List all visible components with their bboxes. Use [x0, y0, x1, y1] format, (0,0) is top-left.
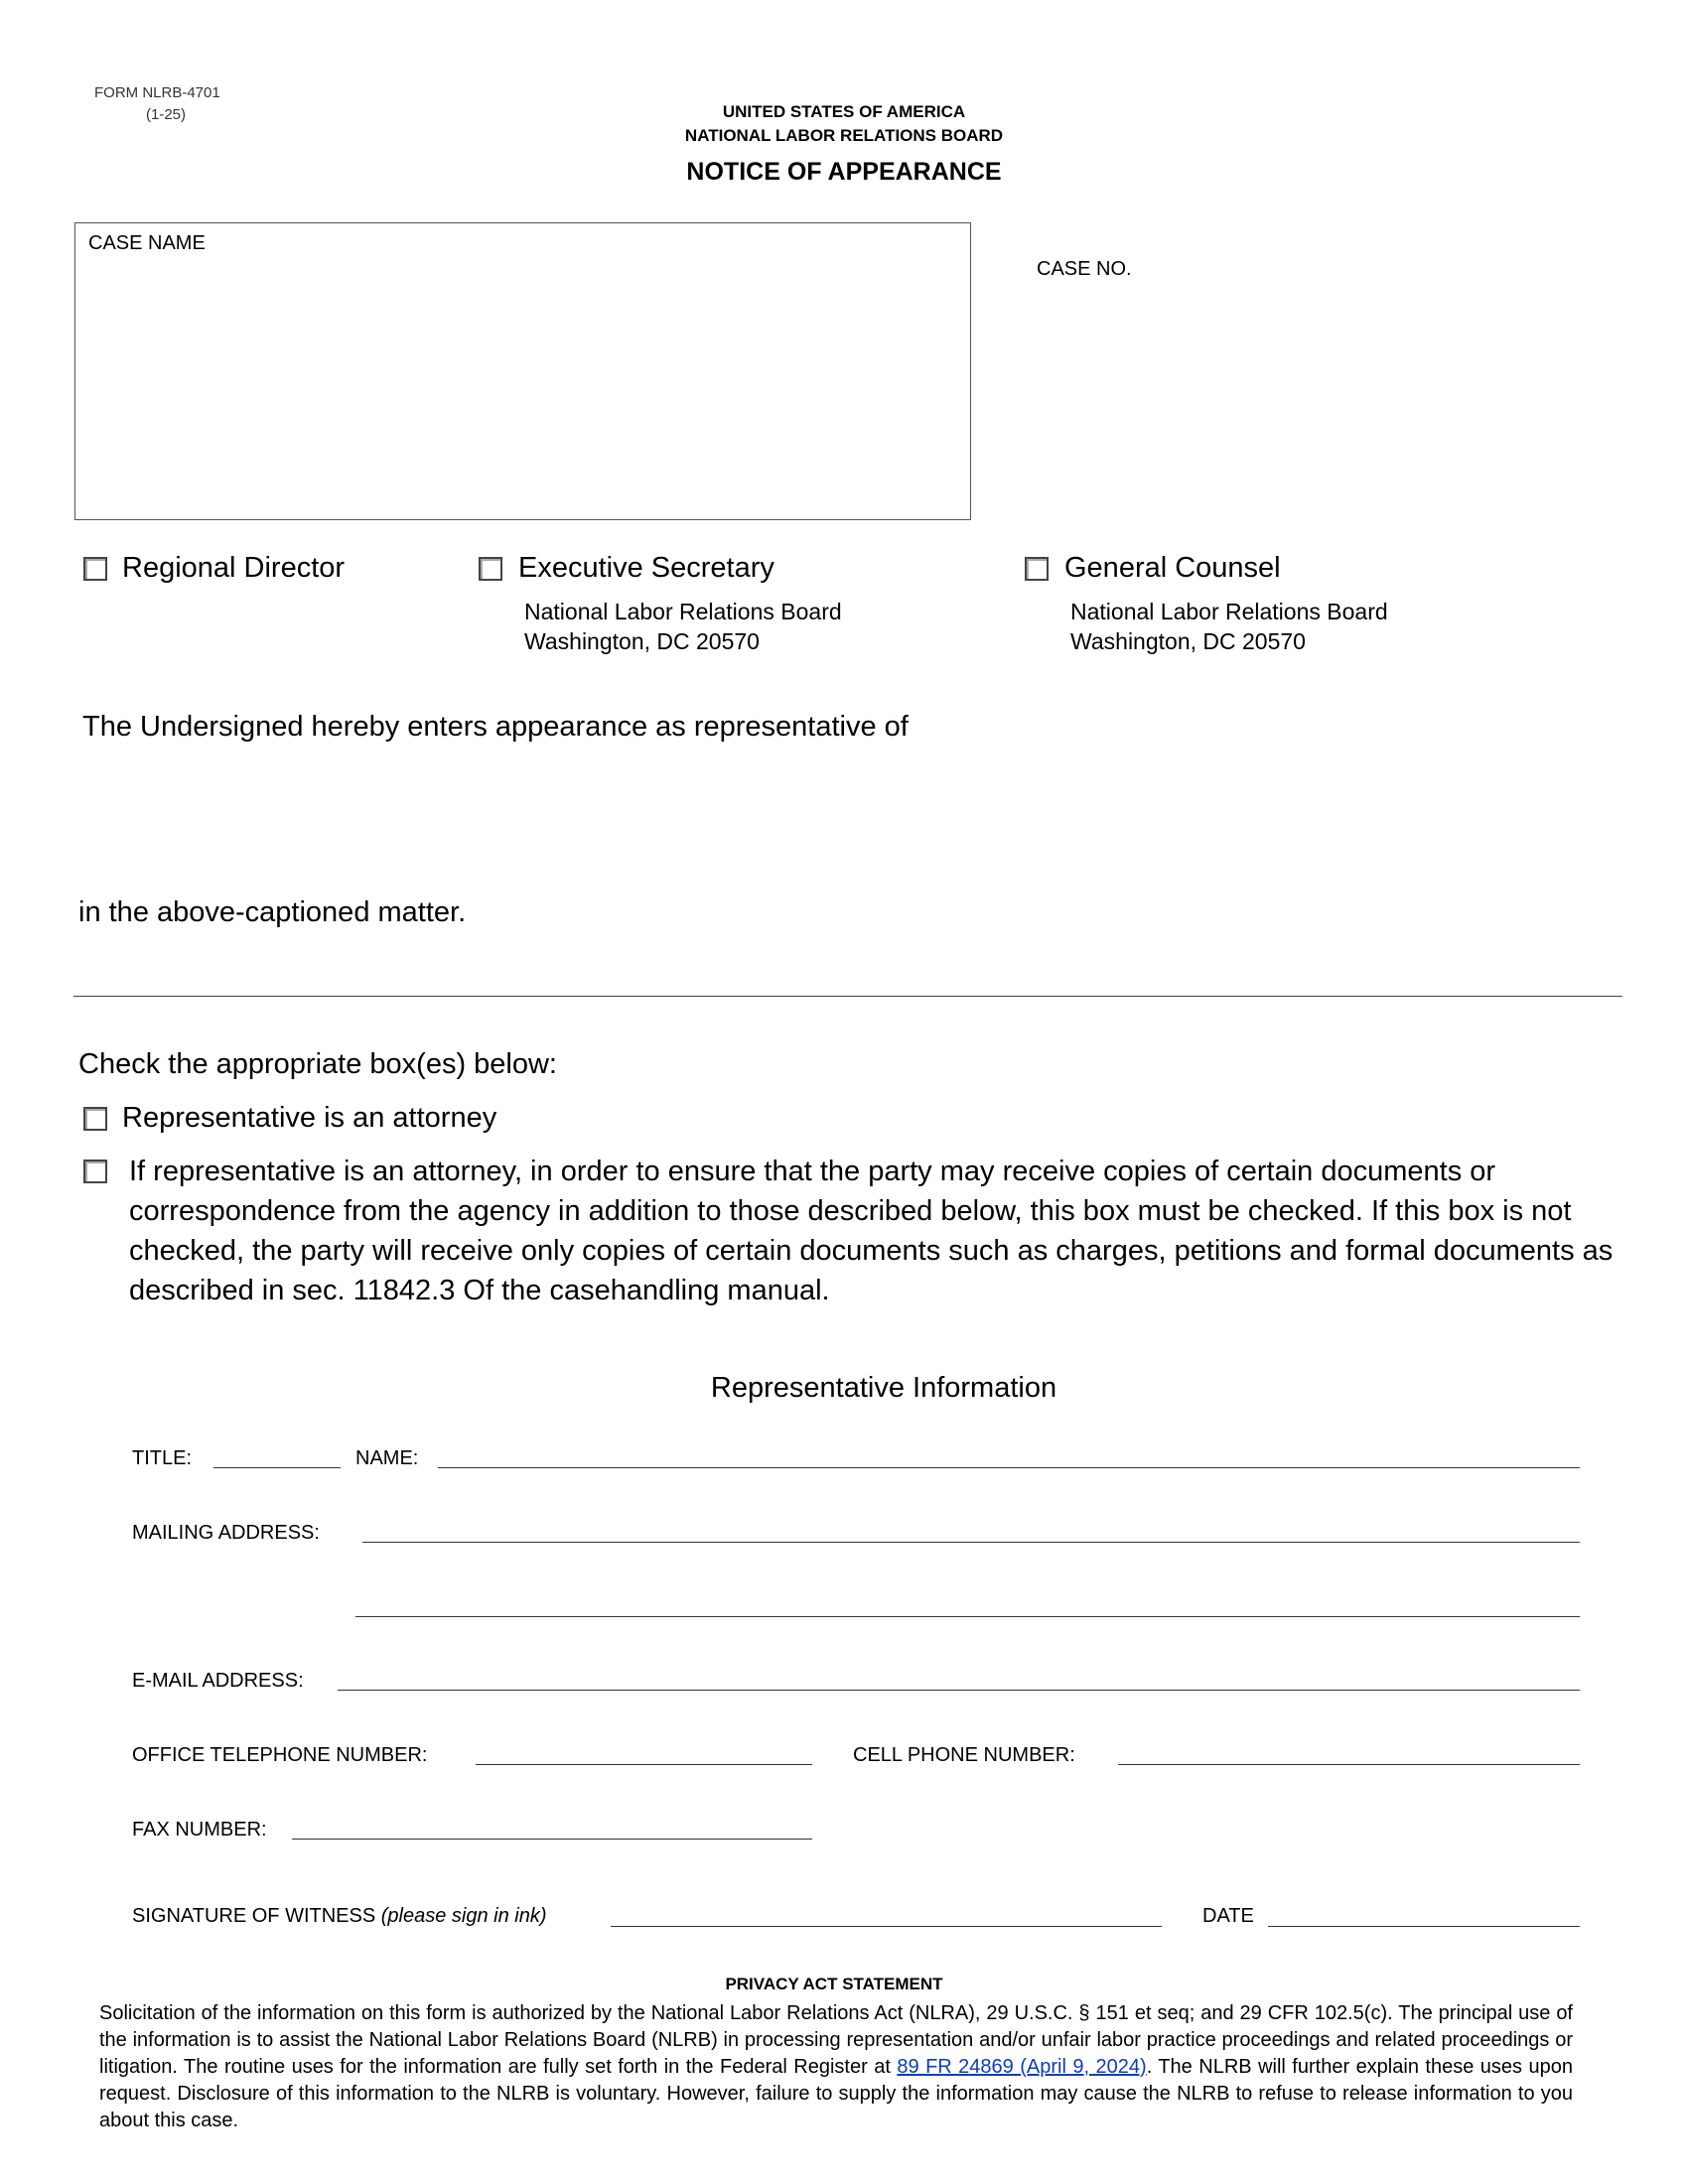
mailing-address-label: MAILING ADDRESS:: [132, 1522, 320, 1544]
agency-country: UNITED STATES OF AMERICA: [722, 102, 966, 121]
regional-director-checkbox[interactable]: [83, 557, 107, 581]
copies-explanation: If representative is an attorney, in order to ensure that the party may receive copies of certain documents or correspondence from the agency in addition to those described below, this box must be checked. If this box is not checked, the party will receive only copies of certain documents such as charges, petitions and formal documents as described in sec. 11842.3 Of the casehandling manual.: [129, 1156, 1614, 1306]
form-revision: (1-25): [146, 106, 187, 123]
address-line-2: Washington, DC 20570: [1070, 628, 1306, 654]
name-field[interactable]: [438, 1467, 1580, 1468]
address-line-2: Washington, DC 20570: [524, 628, 760, 654]
privacy-text: Solicitation of the information on this form is authorized by the National Labor Relations Act (NLRA), 29 U.S.C. § 151 et seq; and 29 CFR 102.5(c). The principal use of the information is to assist the National Labor Relations Board (NLRB) in processing representation and/or unfair labor practice proceedings and related proceedings or litigation. The routine uses for the information are fully set forth in the Federal Register at: [99, 2002, 1573, 2078]
signature-note: (please sign in ink): [380, 1905, 547, 1927]
representative-section-title: Representative Information: [710, 1372, 1057, 1404]
title-label: TITLE:: [132, 1447, 193, 1469]
mailing-address-field[interactable]: [362, 1542, 1580, 1543]
federal-register-link[interactable]: 89 FR 24869 (April 9, 2024): [897, 2056, 1147, 2078]
regional-director-label: Regional Director: [122, 552, 346, 584]
fax-field[interactable]: [292, 1839, 812, 1840]
title-field[interactable]: [213, 1467, 341, 1468]
signature-field[interactable]: [611, 1926, 1162, 1927]
general-counsel-checkbox[interactable]: [1025, 557, 1049, 581]
cell-phone-label: CELL PHONE NUMBER:: [853, 1744, 1075, 1766]
check-instruction: Check the appropriate box(es) below:: [78, 1048, 557, 1080]
name-label: NAME:: [355, 1447, 419, 1469]
attorney-checkbox[interactable]: [83, 1107, 107, 1131]
section-divider: [73, 996, 1622, 997]
date-label: DATE: [1202, 1905, 1254, 1927]
mailing-address-field-line2[interactable]: [355, 1616, 1580, 1617]
general-counsel-label: General Counsel: [1064, 552, 1281, 584]
case-name-label: CASE NAME: [88, 232, 206, 254]
privacy-statement: [99, 2000, 1573, 2134]
address-line-1: National Labor Relations Board: [1070, 599, 1388, 624]
form-number: FORM NLRB-4701: [94, 84, 220, 101]
copies-checkbox[interactable]: [83, 1160, 107, 1183]
fax-label: FAX NUMBER:: [132, 1819, 267, 1841]
signature-label-group: [132, 1904, 547, 1928]
attorney-label: Representative is an attorney: [122, 1102, 497, 1134]
email-label: E-MAIL ADDRESS:: [132, 1670, 304, 1692]
office-phone-label: OFFICE TELEPHONE NUMBER:: [132, 1744, 428, 1766]
appearance-statement: The Undersigned hereby enters appearance as representative of: [82, 711, 909, 743]
page-title: NOTICE OF APPEARANCE: [686, 158, 1002, 186]
cell-phone-field[interactable]: [1118, 1764, 1580, 1765]
privacy-text-end: . The NLRB will further explain these uses upon request. Disclosure of this information to the NLRB is voluntary. However, failure to supply the information may cause the NLRB to refuse to release information to you about this case.: [99, 2056, 1573, 2131]
general-counsel-address: [1070, 597, 1388, 656]
case-number-label: CASE NO.: [1037, 258, 1132, 280]
signature-label: SIGNATURE OF WITNESS: [132, 1905, 376, 1927]
executive-secretary-label: Executive Secretary: [518, 552, 774, 584]
appearance-statement-end: in the above-captioned matter.: [78, 896, 467, 928]
office-phone-field[interactable]: [476, 1764, 812, 1765]
address-line-1: National Labor Relations Board: [524, 599, 842, 624]
agency-name: NATIONAL LABOR RELATIONS BOARD: [684, 126, 1004, 145]
privacy-title: PRIVACY ACT STATEMENT: [725, 1975, 943, 1993]
executive-secretary-address: [524, 597, 842, 656]
email-field[interactable]: [338, 1690, 1580, 1691]
executive-secretary-checkbox[interactable]: [479, 557, 502, 581]
case-name-box[interactable]: [74, 222, 971, 520]
date-field[interactable]: [1268, 1926, 1580, 1927]
